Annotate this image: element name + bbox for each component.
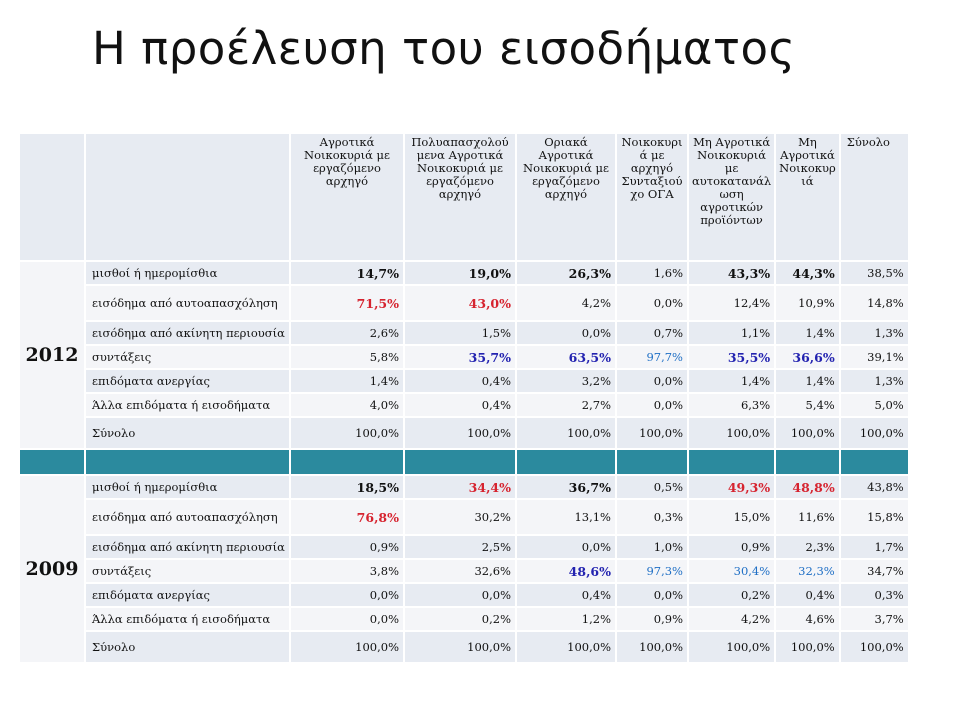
value-cell: 43,3% — [689, 262, 774, 284]
table-row — [20, 608, 908, 630]
row-label: επιδόματα ανεργίας — [86, 584, 289, 606]
value-cell: 1,4% — [776, 322, 839, 344]
table-row — [20, 370, 908, 392]
row-label: εισόδημα από ακίνητη περιουσία — [86, 536, 289, 558]
value-cell: 100,0% — [776, 632, 839, 662]
value-cell: 100,0% — [517, 632, 615, 662]
value-cell: 38,5% — [841, 262, 908, 284]
value-cell: 49,3% — [689, 476, 774, 498]
row-label: μισθοί ή ημερομίσθια — [86, 262, 289, 284]
value-cell: 1,4% — [689, 370, 774, 392]
value-cell: 4,0% — [291, 394, 403, 416]
value-cell: 19,0% — [405, 262, 515, 284]
year-separator-row — [20, 450, 908, 474]
value-cell: 63,5% — [517, 346, 615, 368]
value-cell: 44,3% — [776, 262, 839, 284]
value-cell: 1,4% — [776, 370, 839, 392]
value-cell: 100,0% — [617, 418, 687, 448]
value-cell: 39,1% — [841, 346, 908, 368]
table-row — [20, 632, 908, 662]
table-row — [20, 286, 908, 320]
value-cell: 76,8% — [291, 500, 403, 534]
table-row — [20, 394, 908, 416]
column-header: Νοικοκυρι ά με αρχηγό Συνταξιού χο ΟΓΑ — [617, 134, 687, 260]
value-cell: 100,0% — [617, 632, 687, 662]
value-cell: 1,7% — [841, 536, 908, 558]
row-label: εισόδημα από αυτοαπασχόληση — [86, 500, 289, 534]
value-cell: 10,9% — [776, 286, 839, 320]
value-cell: 32,6% — [405, 560, 515, 582]
table-row — [20, 476, 908, 498]
value-cell: 3,7% — [841, 608, 908, 630]
value-cell: 2,5% — [405, 536, 515, 558]
row-label: εισόδημα από αυτοαπασχόληση — [86, 286, 289, 320]
value-cell: 36,6% — [776, 346, 839, 368]
value-cell: 100,0% — [517, 418, 615, 448]
row-label: Άλλα επιδόματα ή εισοδήματα — [86, 394, 289, 416]
year-label: 2012 — [20, 262, 84, 448]
value-cell: 1,2% — [517, 608, 615, 630]
header-corner-year — [20, 134, 84, 260]
column-header: Αγροτικά Νοικοκυριά με εργαζόμενο αρχηγό — [291, 134, 403, 260]
value-cell: 3,2% — [517, 370, 615, 392]
table-row — [20, 584, 908, 606]
value-cell: 35,7% — [405, 346, 515, 368]
value-cell: 0,0% — [291, 608, 403, 630]
value-cell: 12,4% — [689, 286, 774, 320]
column-header: Πολυαπασχολού μενα Αγροτικά Νοικοκυριά με εργαζόμενο αρχηγό — [405, 134, 515, 260]
separator-cell — [617, 450, 687, 474]
value-cell: 4,6% — [776, 608, 839, 630]
value-cell: 97,3% — [617, 560, 687, 582]
value-cell: 0,2% — [405, 608, 515, 630]
value-cell: 0,0% — [617, 370, 687, 392]
separator-cell — [86, 450, 289, 474]
value-cell: 3,8% — [291, 560, 403, 582]
row-label: επιδόματα ανεργίας — [86, 370, 289, 392]
value-cell: 1,3% — [841, 322, 908, 344]
value-cell: 0,0% — [617, 584, 687, 606]
value-cell: 1,3% — [841, 370, 908, 392]
value-cell: 34,4% — [405, 476, 515, 498]
value-cell: 32,3% — [776, 560, 839, 582]
income-source-table — [18, 132, 910, 664]
column-header: Μη Αγροτικά Νοικοκυρ ιά — [776, 134, 839, 260]
header-corner-label — [86, 134, 289, 260]
value-cell: 100,0% — [841, 632, 908, 662]
value-cell: 26,3% — [517, 262, 615, 284]
separator-cell — [20, 450, 84, 474]
value-cell: 5,0% — [841, 394, 908, 416]
value-cell: 1,5% — [405, 322, 515, 344]
value-cell: 1,1% — [689, 322, 774, 344]
value-cell: 0,0% — [517, 536, 615, 558]
value-cell: 100,0% — [405, 632, 515, 662]
value-cell: 100,0% — [776, 418, 839, 448]
value-cell: 2,7% — [517, 394, 615, 416]
value-cell: 30,2% — [405, 500, 515, 534]
row-label: Σύνολο — [86, 632, 289, 662]
table-row — [20, 346, 908, 368]
column-header: Οριακά Αγροτικά Νοικοκυριά με εργαζόμενο αρχηγό — [517, 134, 615, 260]
header-row — [20, 134, 908, 260]
separator-cell — [776, 450, 839, 474]
separator-cell — [517, 450, 615, 474]
value-cell: 34,7% — [841, 560, 908, 582]
table-row — [20, 560, 908, 582]
value-cell: 18,5% — [291, 476, 403, 498]
separator-cell — [841, 450, 908, 474]
value-cell: 0,0% — [617, 286, 687, 320]
value-cell: 36,7% — [517, 476, 615, 498]
table-row — [20, 322, 908, 344]
value-cell: 0,0% — [517, 322, 615, 344]
separator-cell — [689, 450, 774, 474]
table-row — [20, 262, 908, 284]
value-cell: 4,2% — [689, 608, 774, 630]
value-cell: 0,5% — [617, 476, 687, 498]
value-cell: 2,3% — [776, 536, 839, 558]
year-label: 2009 — [20, 476, 84, 662]
value-cell: 1,4% — [291, 370, 403, 392]
column-header: Μη Αγροτικά Νοικοκυριά με αυτοκατανάλ ωση αγροτικών προϊόντων — [689, 134, 774, 260]
row-label: εισόδημα από ακίνητη περιουσία — [86, 322, 289, 344]
row-label: Άλλα επιδόματα ή εισοδήματα — [86, 608, 289, 630]
value-cell: 0,4% — [405, 370, 515, 392]
value-cell: 0,9% — [617, 608, 687, 630]
value-cell: 71,5% — [291, 286, 403, 320]
value-cell: 100,0% — [405, 418, 515, 448]
value-cell: 5,4% — [776, 394, 839, 416]
separator-cell — [291, 450, 403, 474]
value-cell: 30,4% — [689, 560, 774, 582]
value-cell: 35,5% — [689, 346, 774, 368]
value-cell: 0,0% — [617, 394, 687, 416]
table-row — [20, 500, 908, 534]
value-cell: 43,0% — [405, 286, 515, 320]
row-label: μισθοί ή ημερομίσθια — [86, 476, 289, 498]
value-cell: 0,3% — [617, 500, 687, 534]
value-cell: 100,0% — [291, 632, 403, 662]
value-cell: 1,0% — [617, 536, 687, 558]
value-cell: 0,0% — [291, 584, 403, 606]
value-cell: 100,0% — [291, 418, 403, 448]
value-cell: 11,6% — [776, 500, 839, 534]
value-cell: 0,4% — [405, 394, 515, 416]
row-label: συντάξεις — [86, 560, 289, 582]
value-cell: 100,0% — [689, 418, 774, 448]
value-cell: 0,9% — [291, 536, 403, 558]
value-cell: 1,6% — [617, 262, 687, 284]
value-cell: 0,7% — [617, 322, 687, 344]
value-cell: 0,3% — [841, 584, 908, 606]
table-row — [20, 536, 908, 558]
value-cell: 97,7% — [617, 346, 687, 368]
row-label: Σύνολο — [86, 418, 289, 448]
value-cell: 0,9% — [689, 536, 774, 558]
value-cell: 2,6% — [291, 322, 403, 344]
value-cell: 0,2% — [689, 584, 774, 606]
slide-title: Η προέλευση του εισοδήματος — [92, 22, 796, 75]
value-cell: 13,1% — [517, 500, 615, 534]
row-label: συντάξεις — [86, 346, 289, 368]
table-row — [20, 418, 908, 448]
value-cell: 14,7% — [291, 262, 403, 284]
value-cell: 48,6% — [517, 560, 615, 582]
column-header: Σύνολο — [841, 134, 908, 260]
value-cell: 15,0% — [689, 500, 774, 534]
value-cell: 43,8% — [841, 476, 908, 498]
separator-cell — [405, 450, 515, 474]
value-cell: 48,8% — [776, 476, 839, 498]
value-cell: 5,8% — [291, 346, 403, 368]
value-cell: 14,8% — [841, 286, 908, 320]
value-cell: 0,4% — [517, 584, 615, 606]
value-cell: 100,0% — [841, 418, 908, 448]
value-cell: 0,0% — [405, 584, 515, 606]
value-cell: 4,2% — [517, 286, 615, 320]
value-cell: 15,8% — [841, 500, 908, 534]
value-cell: 0,4% — [776, 584, 839, 606]
value-cell: 6,3% — [689, 394, 774, 416]
value-cell: 100,0% — [689, 632, 774, 662]
